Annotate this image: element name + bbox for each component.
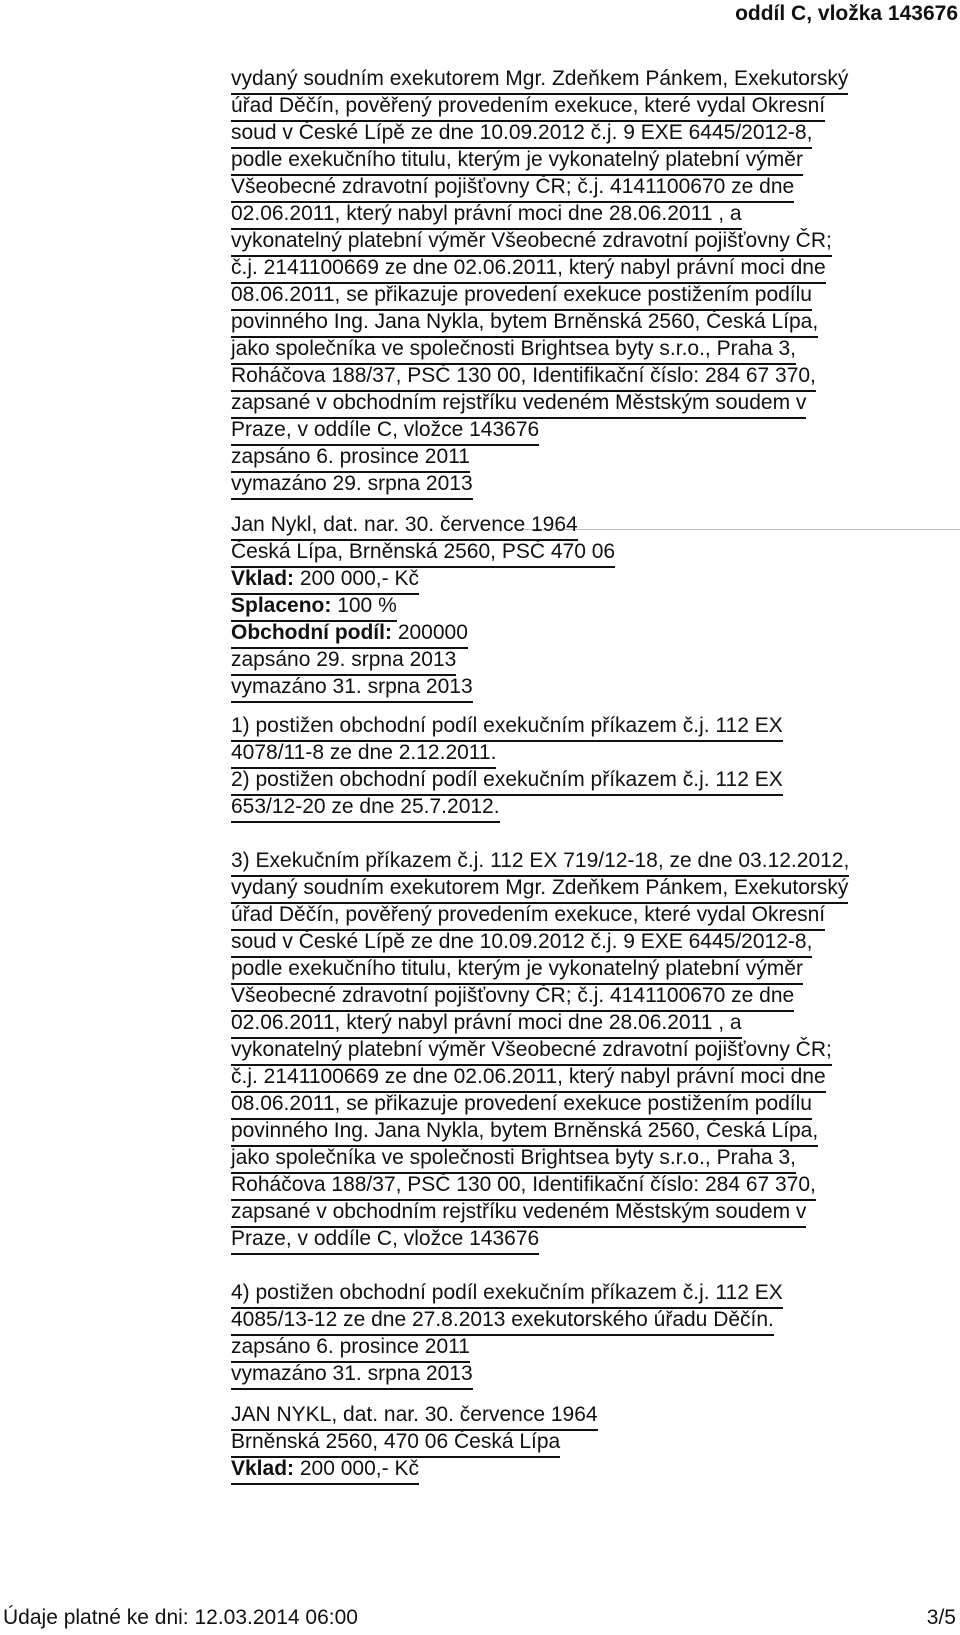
partner-share: [231, 620, 468, 649]
registered-date: zapsáno 6. prosince 2011: [231, 1334, 470, 1363]
text-line: 02.06.2011, který nabyl právní moci dne 28.06.2011 , a: [231, 201, 742, 230]
deposit-value: 200 000,- Kč: [299, 1457, 419, 1480]
text-line: povinného Ing. Jana Nykla, bytem Brněnská 2560, Česká Lípa,: [231, 1118, 818, 1147]
partner-deposit: [231, 1456, 419, 1485]
registered-date: zapsáno 6. prosince 2011: [231, 444, 470, 473]
text-line: vykonatelný platební výměr Všeobecné zdravotní pojišťovny ČR;: [231, 228, 832, 257]
deposit-label: Vklad:: [231, 1457, 295, 1480]
text-line: úřad Děčín, pověřený provedením exekuce, které vydal Okresní: [231, 93, 825, 122]
section-divider: [520, 529, 960, 530]
partner-name: JAN NYKL, dat. nar. 30. července 1964: [231, 1402, 598, 1431]
text-line: povinného Ing. Jana Nykla, bytem Brněnská 2560, Česká Lípa,: [231, 309, 818, 338]
text-line: č.j. 2141100669 ze dne 02.06.2011, který nabyl právní moci dne: [231, 1064, 826, 1093]
text-line: jako společníka ve společnosti Brightsea byty s.r.o., Praha 3,: [231, 1145, 796, 1174]
text-line: Roháčova 188/37, PSČ 130 00, Identifikační číslo: 284 67 370,: [231, 1172, 816, 1201]
text-line: Roháčova 188/37, PSČ 130 00, Identifikační číslo: 284 67 370,: [231, 363, 816, 392]
text-line: soud v České Lípě ze dne 10.09.2012 č.j. 9 EXE 6445/2012-8,: [231, 929, 812, 958]
partner-deposit: [231, 566, 419, 595]
text-line: 08.06.2011, se přikazuje provedení exekuce postižením podílu: [231, 1091, 812, 1120]
text-line: zapsané v obchodním rejstříku vedeném Městským soudem v: [231, 1199, 806, 1228]
text-line: Praze, v oddíle C, vložce 143676: [231, 417, 539, 446]
text-line: 3) Exekučním příkazem č.j. 112 EX 719/12-18, ze dne 03.12.2012,: [231, 848, 849, 877]
deleted-date: vymazáno 29. srpna 2013: [231, 471, 473, 500]
partner-address: Brněnská 2560, 470 06 Česká Lípa: [231, 1429, 560, 1458]
page-number: 3/5: [926, 1606, 956, 1629]
partner-paid: [231, 593, 397, 622]
text-line: vykonatelný platební výměr Všeobecné zdravotní pojišťovny ČR;: [231, 1037, 832, 1066]
text-line: Všeobecné zdravotní pojišťovny ČR; č.j. 4141100670 ze dne: [231, 983, 794, 1012]
text-line: soud v České Lípě ze dne 10.09.2012 č.j. 9 EXE 6445/2012-8,: [231, 120, 812, 149]
page-footer: [0, 1606, 960, 1634]
encumbrance-line: 4078/11-8 ze dne 2.12.2011.: [231, 740, 496, 769]
text-line: podle exekučního titulu, kterým je vykonatelný platební výměr: [231, 956, 803, 985]
partner-name: Jan Nykl, dat. nar. 30. července 1964: [231, 512, 578, 541]
text-line: Praze, v oddíle C, vložce 143676: [231, 1226, 539, 1255]
text-line: č.j. 2141100669 ze dne 02.06.2011, který nabyl právní moci dne: [231, 255, 826, 284]
partner-address: Česká Lípa, Brněnská 2560, PSČ 470 06: [231, 539, 615, 568]
text-line: úřad Děčín, pověřený provedením exekuce, které vydal Okresní: [231, 902, 825, 931]
share-value: 200000: [397, 621, 468, 644]
encumbrance-line: 4085/13-12 ze dne 27.8.2013 exekutorského úřadu Děčín.: [231, 1307, 774, 1336]
validity-date: Údaje platné ke dni: 12.03.2014 06:00: [3, 1606, 358, 1629]
deposit-value: 200 000,- Kč: [299, 567, 419, 590]
encumbrance-line: 1) postižen obchodní podíl exekučním příkazem č.j. 112 EX: [231, 713, 783, 742]
encumbrance-line: 4) postižen obchodní podíl exekučním příkazem č.j. 112 EX: [231, 1280, 783, 1309]
paid-label: Splaceno:: [231, 594, 332, 617]
text-line: 02.06.2011, který nabyl právní moci dne 28.06.2011 , a: [231, 1010, 742, 1039]
paid-value: 100 %: [337, 594, 397, 617]
deleted-date: vymazáno 31. srpna 2013: [231, 674, 473, 703]
text-line: podle exekučního titulu, kterým je vykonatelný platební výměr: [231, 147, 803, 176]
page-header-title: oddíl C, vložka 143676: [735, 2, 958, 25]
text-line: 08.06.2011, se přikazuje provedení exekuce postižením podílu: [231, 282, 812, 311]
registered-date: zapsáno 29. srpna 2013: [231, 647, 456, 676]
text-line: jako společníka ve společnosti Brightsea byty s.r.o., Praha 3,: [231, 336, 796, 365]
text-line: zapsané v obchodním rejstříku vedeném Městským soudem v: [231, 390, 806, 419]
share-label: Obchodní podíl:: [231, 621, 392, 644]
encumbrance-line: 2) postižen obchodní podíl exekučním příkazem č.j. 112 EX: [231, 767, 783, 796]
text-line: vydaný soudním exekutorem Mgr. Zdeňkem Pánkem, Exekutorský: [231, 66, 848, 95]
deposit-label: Vklad:: [231, 567, 295, 590]
text-line: vydaný soudním exekutorem Mgr. Zdeňkem Pánkem, Exekutorský: [231, 875, 848, 904]
encumbrance-line: 653/12-20 ze dne 25.7.2012.: [231, 794, 500, 823]
deleted-date: vymazáno 31. srpna 2013: [231, 1361, 473, 1390]
text-line: Všeobecné zdravotní pojišťovny ČR; č.j. 4141100670 ze dne: [231, 174, 794, 203]
